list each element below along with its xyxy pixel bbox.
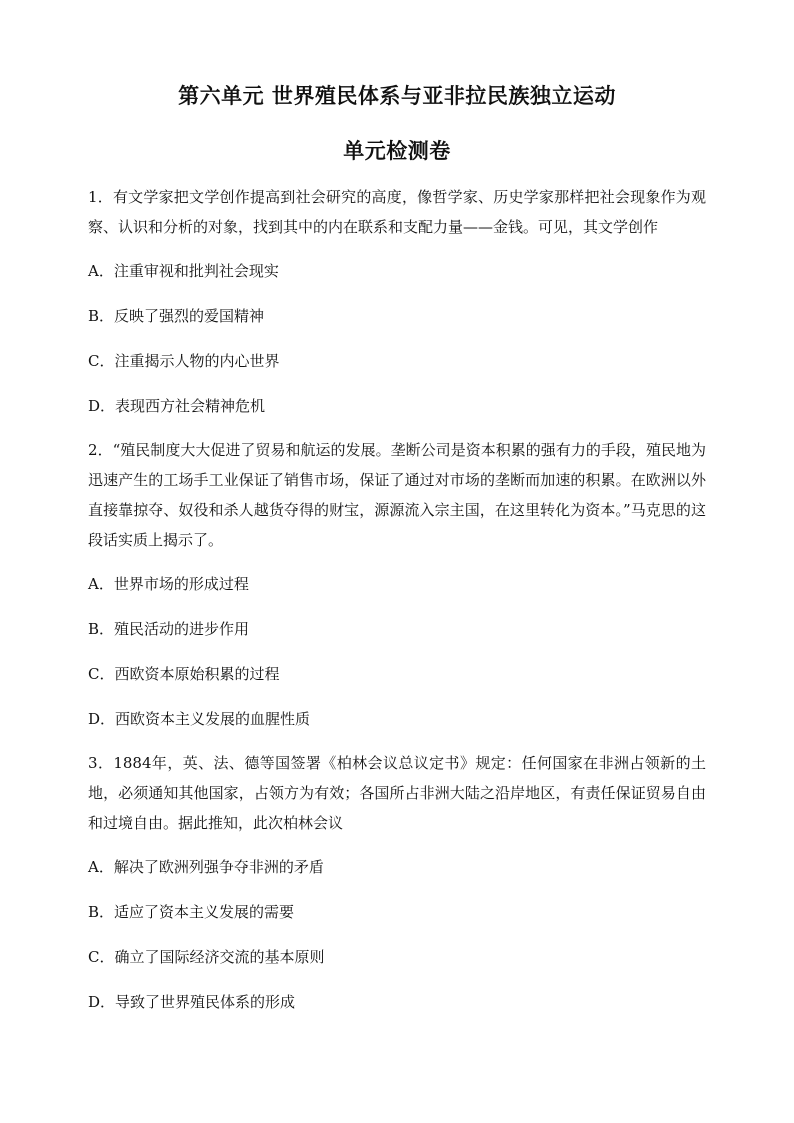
document-subtitle: 单元检测卷: [343, 138, 451, 163]
option-d: D．导致了世界殖民体系的形成: [88, 993, 296, 1011]
option-c: C．确立了国际经济交流的基本原则: [88, 948, 325, 966]
option-b: B．殖民活动的进步作用: [88, 620, 250, 638]
question-stem: 2．“殖民制度大大促进了贸易和航运的发展。垄断公司是资本积累的强有力的手段，殖民地为迅速产生的工场手工业保证了销售市场，保证了通过对市场的垄断而加速的积累。在欧洲以外直接靠掠夺、奴役和杀人越货夺得的财宝，源源流入宗主国，在这里转化为资本。”马克思的这段话实质上揭示了。: [88, 441, 706, 549]
option-c: C．西欧资本原始积累的过程: [88, 665, 280, 683]
question-2: [88, 435, 706, 734]
option-d: D．表现西方社会精神危机: [88, 397, 266, 415]
option-c: C．注重揭示人物的内心世界: [88, 352, 280, 370]
question-stem: 1．有文学家把文学创作提高到社会研究的高度，像哲学家、历史学家那样把社会现象作为观察、认识和分析的对象，找到其中的内在联系和支配力量——金钱。可见，其文学创作: [88, 188, 706, 236]
option-a: A．注重审视和批判社会现实: [88, 262, 279, 280]
option-a: A．世界市场的形成过程: [88, 575, 249, 593]
question-stem: 3．1884年，英、法、德等国签署《柏林会议总议定书》规定：任何国家在非洲占领新的土地，必须通知其他国家，占领方为有效；各国所占非洲大陆之沿岸地区，有责任保证贸易自由和过境自由。据此推知，此次柏林会议: [88, 754, 706, 832]
document-title: 第六单元 世界殖民体系与亚非拉民族独立运动: [178, 83, 616, 108]
option-a: A．解决了欧洲列强争夺非洲的矛盾: [88, 858, 324, 876]
option-b: B．适应了资本主义发展的需要: [88, 903, 295, 921]
option-d: D．西欧资本主义发展的血腥性质: [88, 710, 311, 728]
option-b: B．反映了强烈的爱国精神: [88, 307, 265, 325]
question-list: [88, 182, 706, 1017]
question-3: [88, 748, 706, 1017]
question-1: [88, 182, 706, 421]
